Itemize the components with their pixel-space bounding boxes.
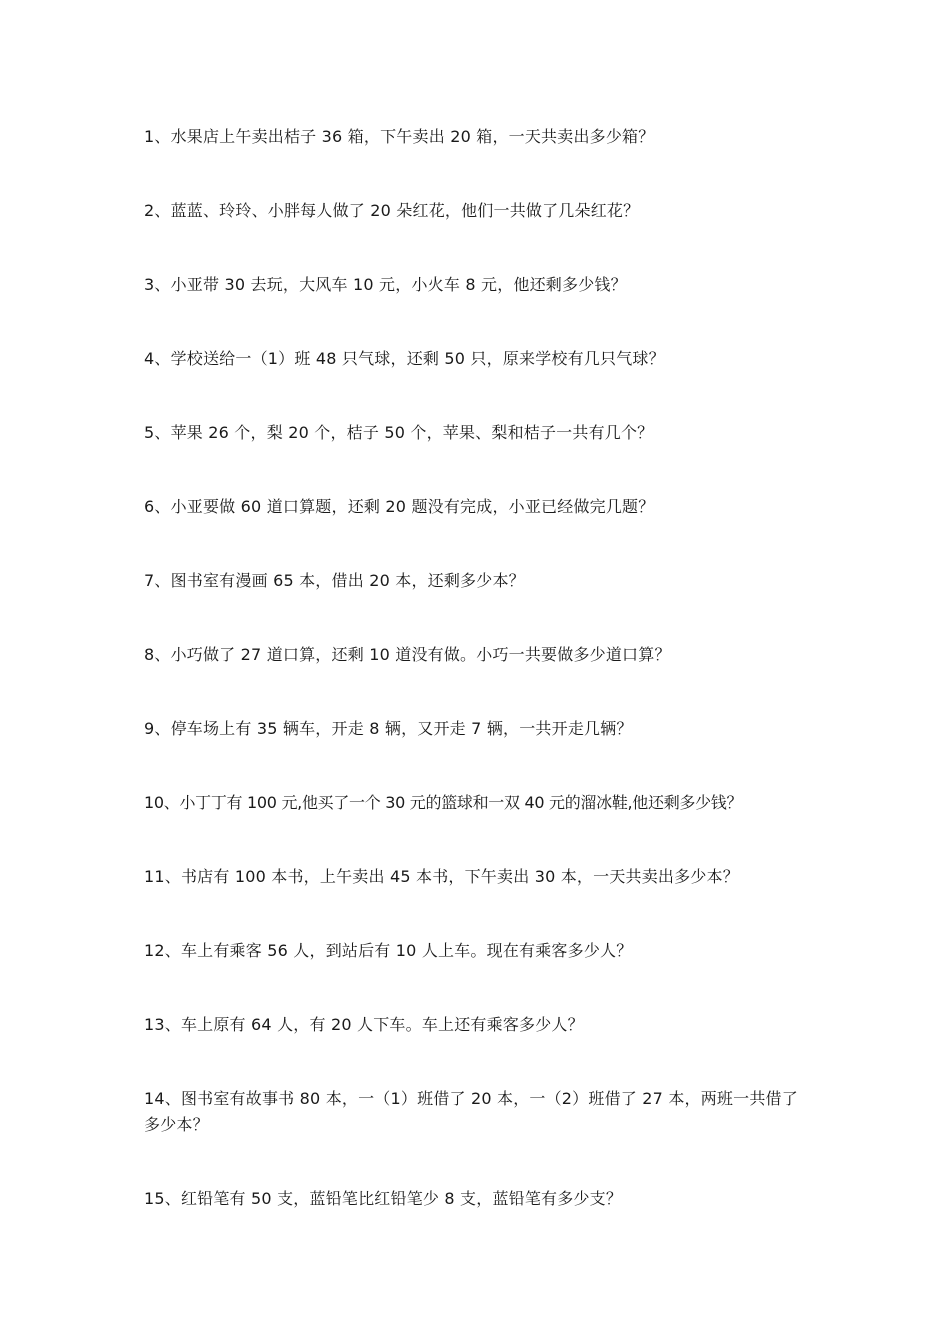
question-11: 11、书店有 100 本书，上午卖出 45 本书，下午卖出 30 本，一天共卖出多少本？ [144, 867, 739, 886]
question-13: 13、车上原有 64 人，有 20 人下车。车上还有乘客多少人？ [144, 1015, 584, 1034]
question-4: 4、学校送给一（1）班 48 只气球，还剩 50 只，原来学校有几只气球？ [144, 349, 665, 368]
question-8: 8、小巧做了 27 道口算，还剩 10 道没有做。小巧一共要做多少道口算？ [144, 645, 671, 664]
question-1: 1、水果店上午卖出桔子 36 箱，下午卖出 20 箱，一天共卖出多少箱？ [144, 127, 655, 146]
question-5: 5、苹果 26 个，梨 20 个，桔子 50 个，苹果、梨和桔子一共有几个？ [144, 423, 654, 442]
question-14: 14、图书室有故事书 80 本，一（1）班借了 20 本，一（2）班借了 27 本，两班一共借了多少本？ [144, 1089, 798, 1134]
question-6: 6、小亚要做 60 道口算题，还剩 20 题没有完成，小亚已经做完几题？ [144, 497, 655, 516]
question-2: 2、蓝蓝、玲玲、小胖每人做了 20 朵红花，他们一共做了几朵红花？ [144, 201, 640, 220]
question-7: 7、图书室有漫画 65 本，借出 20 本，还剩多少本？ [144, 571, 525, 590]
question-15: 15、红铅笔有 50 支，蓝铅笔比红铅笔少 8 支，蓝铅笔有多少支？ [144, 1189, 623, 1208]
question-12: 12、车上有乘客 56 人，到站后有 10 人上车。现在有乘客多少人？ [144, 941, 633, 960]
question-3: 3、小亚带 30 去玩，大风车 10 元，小火车 8 元，他还剩多少钱？ [144, 275, 627, 294]
question-9: 9、停车场上有 35 辆车，开走 8 辆，又开走 7 辆，一共开走几辆？ [144, 719, 633, 738]
question-list [144, 124, 814, 1260]
question-10: 10、小丁丁有 100 元,他买了一个 30 元的篮球和一双 40 元的溜冰鞋,他还剩多少钱？ [144, 793, 743, 812]
